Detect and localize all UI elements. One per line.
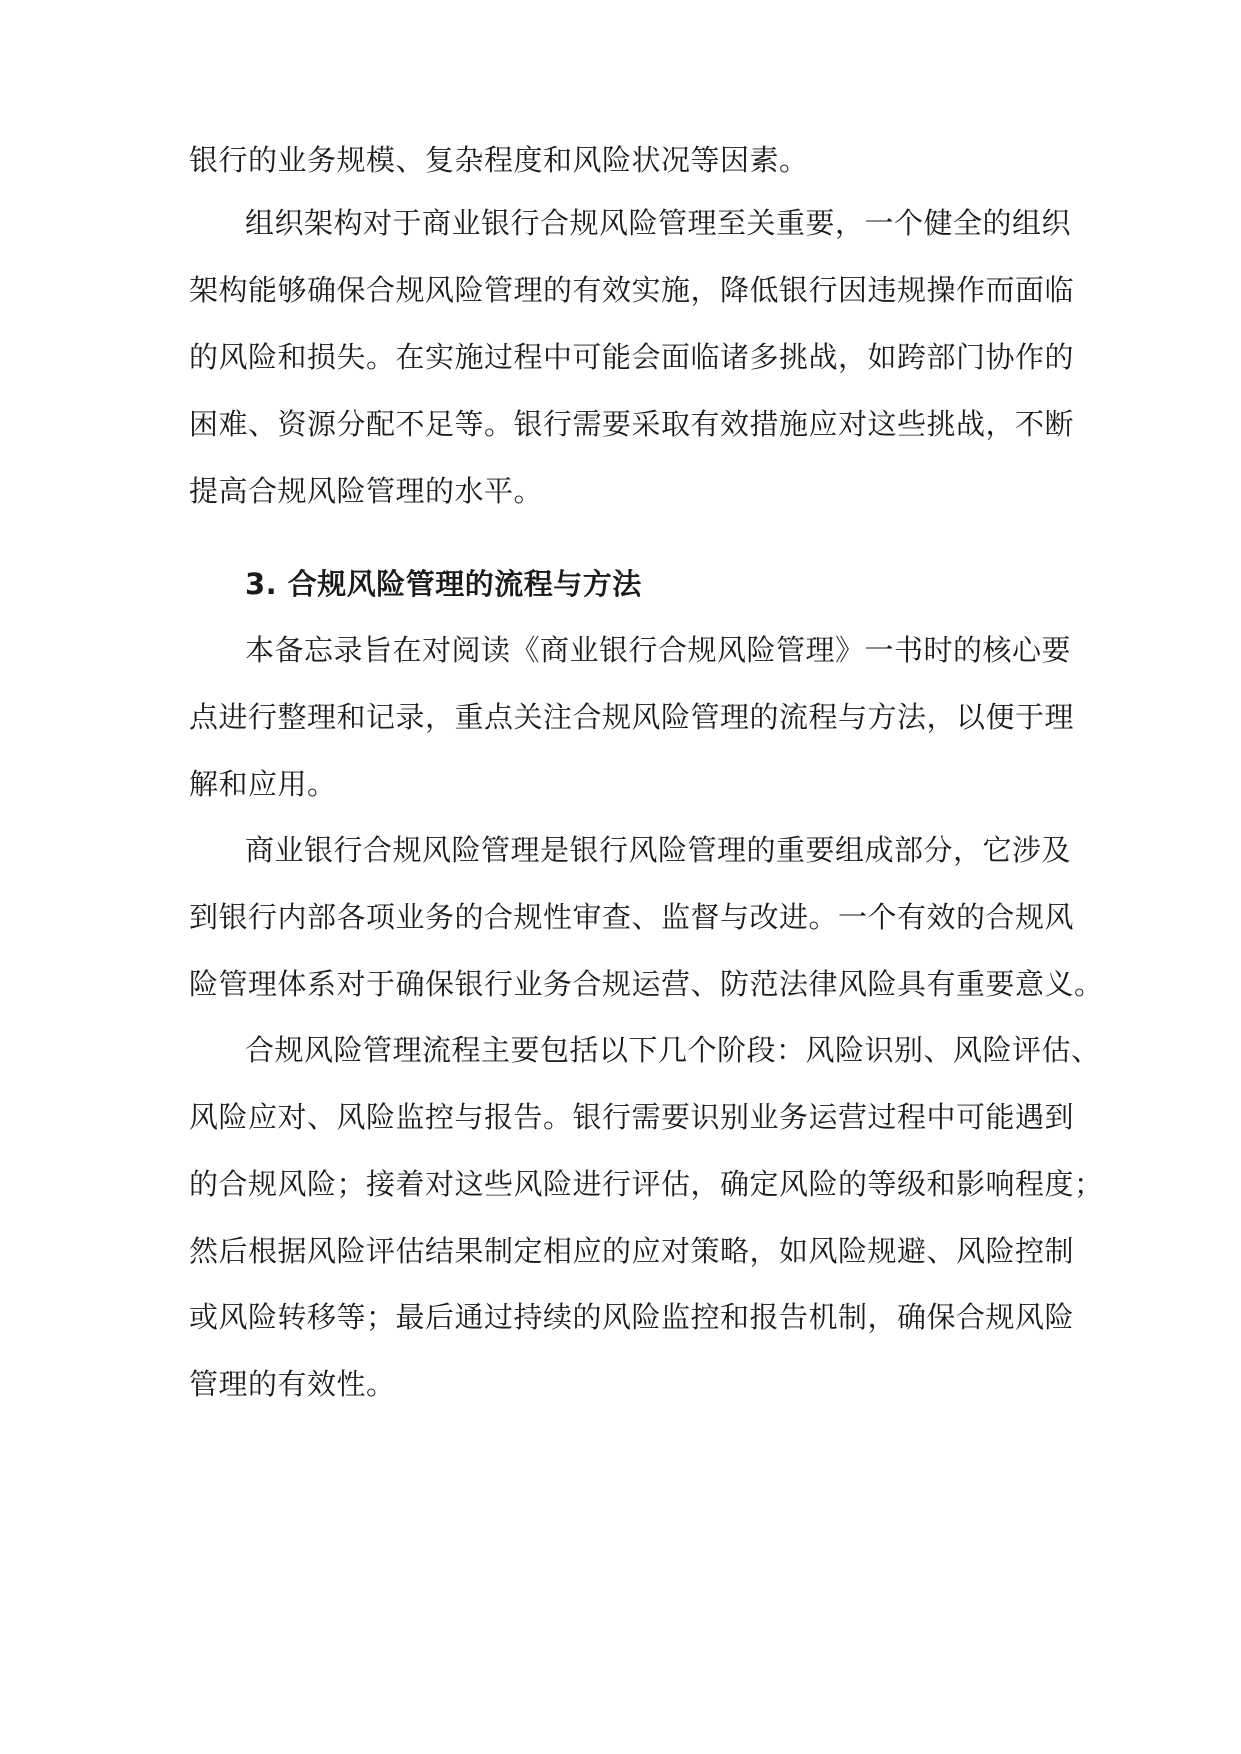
paragraph-line: 点进行整理和记录，重点关注合规风险管理的流程与方法，以便于理 [189,700,1075,734]
paragraph-line: 的风险和损失。在实施过程中可能会面临诸多挑战，如跨部门协作的 [189,340,1075,374]
paragraph-line: 困难、资源分配不足等。银行需要采取有效措施应对这些挑战，不断 [189,407,1075,441]
paragraph-line: 提高合规风险管理的水平。 [189,474,544,508]
paragraph-line: 或风险转移等；最后通过持续的风险监控和报告机制，确保合规风险 [189,1300,1075,1334]
paragraph-line: 到银行内部各项业务的合规性审查、监督与改进。一个有效的合规风 [189,900,1075,934]
paragraph-line: 合规风险管理流程主要包括以下几个阶段：风险识别、风险评估、 [245,1033,1101,1067]
paragraph-line: 解和应用。 [189,767,337,801]
paragraph-line: 组织架构对于商业银行合规风险管理至关重要，一个健全的组织 [245,206,1072,240]
paragraph-line: 银行的业务规模、复杂程度和风险状况等因素。 [189,143,809,177]
paragraph-line: 的合规风险；接着对这些风险进行评估，确定风险的等级和影响程度； [189,1167,1104,1201]
paragraph-line: 风险应对、风险监控与报告。银行需要识别业务运营过程中可能遇到 [189,1100,1075,1134]
paragraph-line: 管理的有效性。 [189,1367,396,1401]
section-heading: 3. 合规风险管理的流程与方法 [245,567,642,601]
paragraph-line: 然后根据风险评估结果制定相应的应对策略，如风险规避、风险控制 [189,1234,1075,1268]
paragraph-line: 本备忘录旨在对阅读《商业银行合规风险管理》一书时的核心要 [245,633,1072,667]
paragraph-line: 架构能够确保合规风险管理的有效实施，降低银行因违规操作而面临 [189,273,1075,307]
paragraph-line: 险管理体系对于确保银行业务合规运营、防范法律风险具有重要意义。 [189,967,1104,1001]
paragraph-line: 商业银行合规风险管理是银行风险管理的重要组成部分，它涉及 [245,833,1072,867]
